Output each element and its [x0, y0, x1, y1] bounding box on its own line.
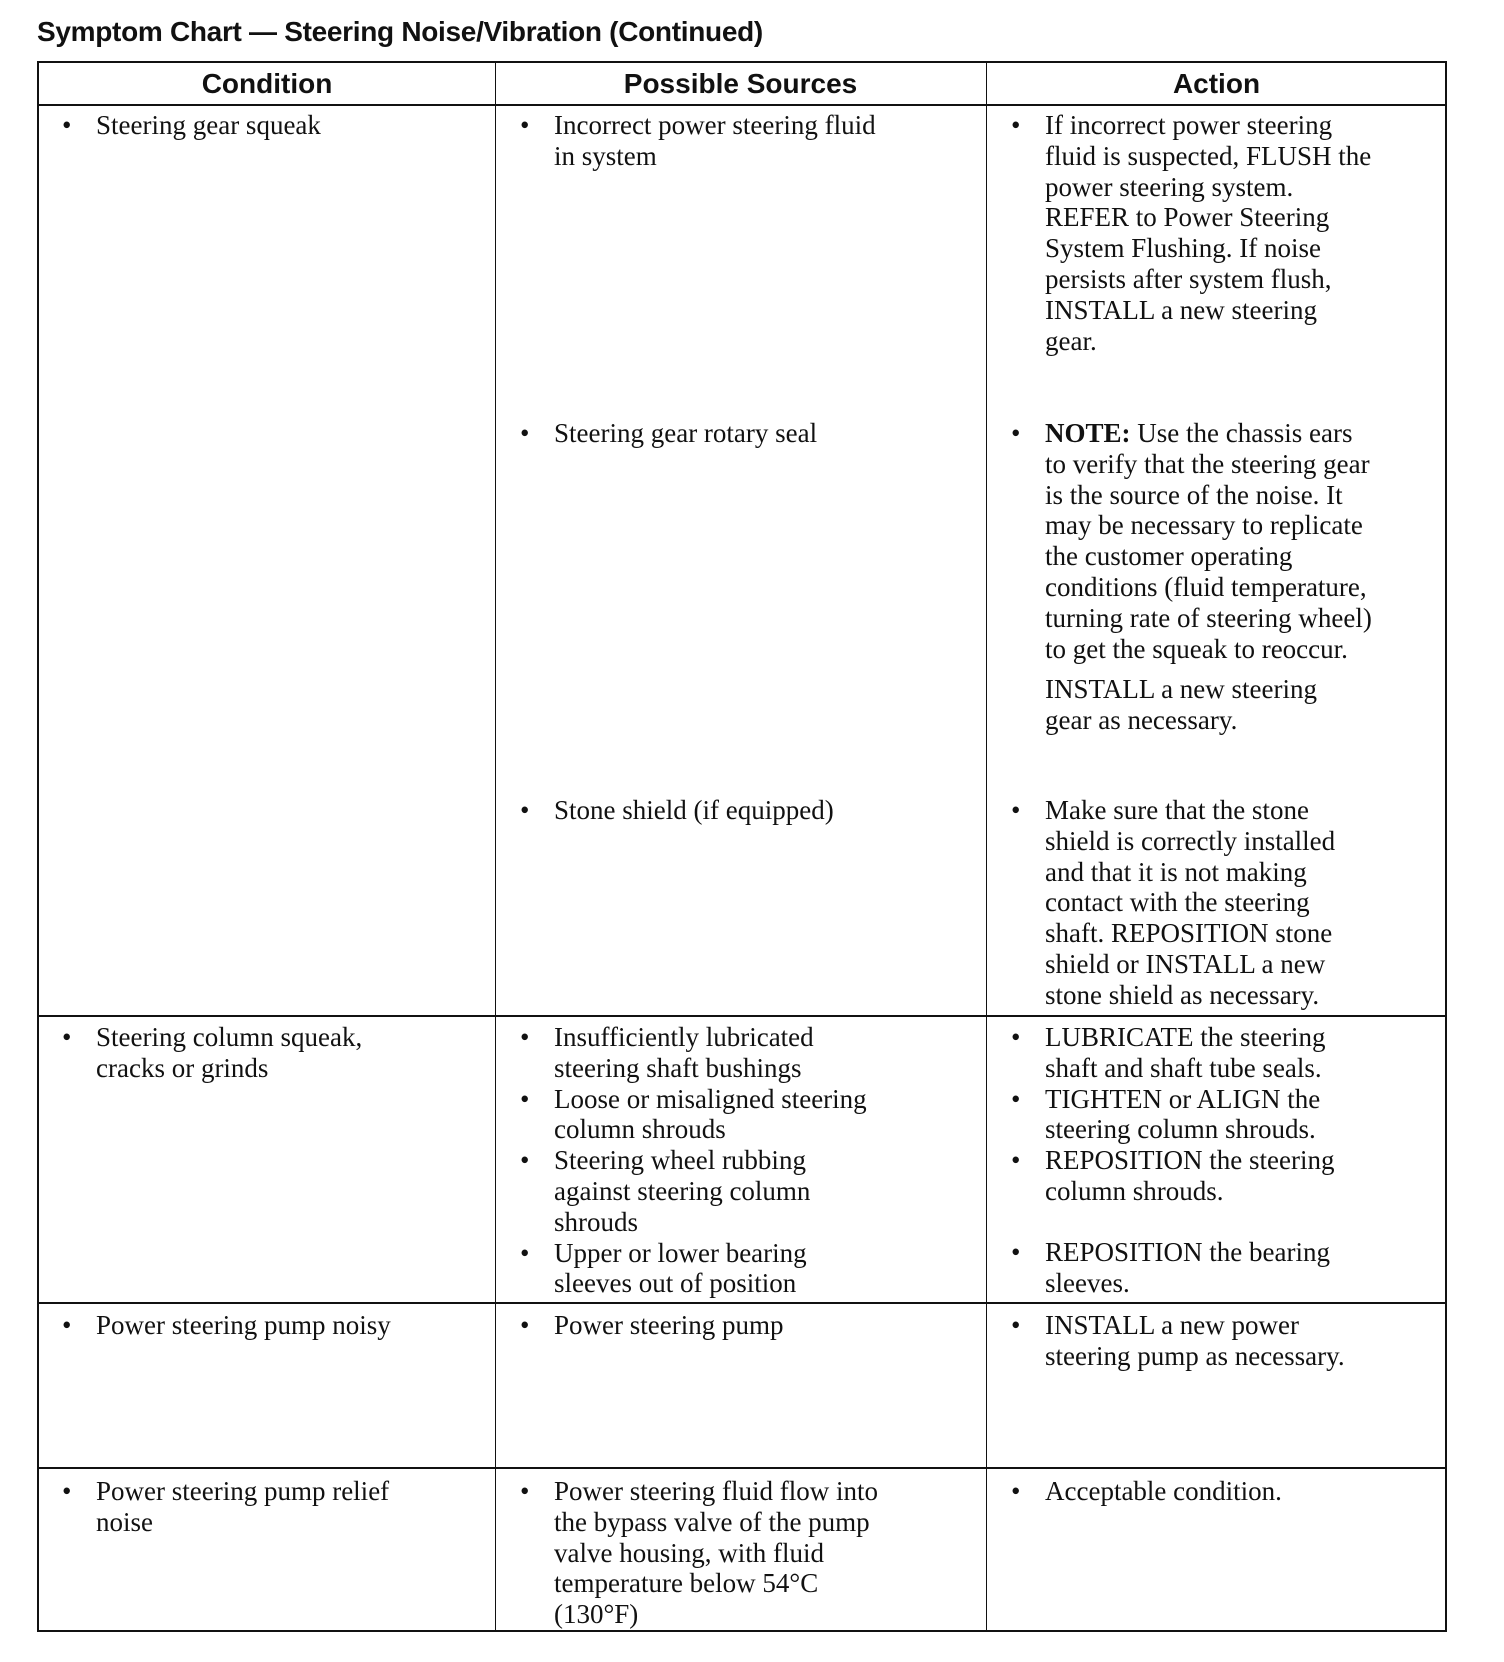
text-line: INSTALL a new steering	[1045, 294, 1318, 325]
bullet-icon: •	[1011, 1145, 1021, 1176]
action-cell	[1011, 418, 1372, 736]
bullet-icon: •	[1011, 418, 1021, 448]
condition-item	[62, 1310, 391, 1341]
condition-cell	[62, 110, 321, 141]
action-item	[1011, 1236, 1334, 1299]
bullet-icon: •	[520, 1022, 530, 1052]
text-line: Steering gear squeak	[96, 110, 321, 140]
text-line: in system	[554, 140, 657, 171]
action-item	[1011, 110, 1372, 356]
bullet-icon: •	[1011, 1310, 1021, 1340]
bullet-icon: •	[520, 110, 530, 140]
action-item	[1011, 795, 1336, 1011]
text-line: Steering column squeak,	[96, 1022, 363, 1052]
row-divider	[39, 1467, 1445, 1469]
text-line: REFER to Power Steering	[1045, 202, 1330, 233]
action-cell	[1011, 1022, 1335, 1298]
action-item	[1011, 1083, 1334, 1146]
bullet-icon: •	[62, 110, 72, 140]
text-line: REPOSITION the bearing	[1045, 1236, 1330, 1267]
bullet-icon: •	[1011, 795, 1021, 825]
bullet-icon: •	[520, 1237, 530, 1268]
text-line: Power steering pump relief	[96, 1476, 390, 1506]
action-cell	[1011, 1476, 1282, 1507]
text-line: Steering wheel rubbing	[554, 1145, 806, 1176]
text-line: NOTE: Use the chassis ears	[1045, 418, 1353, 448]
source-item	[520, 795, 834, 826]
action-cell	[1011, 110, 1372, 356]
header-condition: Condition	[201, 68, 333, 99]
text-line: LUBRICATE the steering	[1045, 1022, 1326, 1052]
action-item	[1011, 1145, 1335, 1207]
column-divider	[495, 63, 496, 1630]
text-line: persists after system flush,	[1045, 263, 1332, 294]
bullet-icon: •	[520, 1476, 530, 1506]
text-line: against steering column	[554, 1175, 811, 1206]
text-line: gear as necessary.	[1045, 705, 1238, 736]
source-item	[520, 1145, 867, 1237]
text-line: sleeves out of position	[554, 1268, 797, 1299]
text-line: Power steering pump	[554, 1310, 784, 1340]
text-line: If incorrect power steering	[1045, 110, 1333, 140]
page-title: Symptom Chart — Steering Noise/Vibration (Continued)	[37, 16, 763, 47]
action-item	[1011, 1310, 1345, 1372]
text-line: INSTALL a new power	[1045, 1310, 1300, 1340]
text-line: Power steering pump noisy	[96, 1310, 391, 1340]
text-line: temperature below 54°C	[554, 1568, 819, 1599]
text-line: to verify that the steering gear	[1045, 448, 1370, 479]
text-line: INSTALL a new steering	[1045, 674, 1318, 705]
text-line: Steering gear rotary seal	[554, 418, 818, 448]
action-item	[1011, 1022, 1334, 1084]
text-line: the customer operating	[1045, 541, 1293, 572]
text-line: valve housing, with fluid	[554, 1537, 824, 1568]
action-item	[1011, 1476, 1282, 1507]
text-line: Power steering fluid flow into	[554, 1476, 878, 1506]
condition-item	[62, 110, 321, 141]
bullet-icon: •	[1011, 1476, 1021, 1506]
text-line: sleeves.	[1045, 1267, 1130, 1298]
bullet-icon: •	[520, 1310, 530, 1340]
row-divider	[39, 1015, 1445, 1017]
text-line: shield or INSTALL a new	[1045, 948, 1326, 979]
source-cell	[520, 418, 818, 449]
action-item	[1011, 418, 1372, 664]
text-line: stone shield as necessary.	[1045, 979, 1320, 1010]
text-line: may be necessary to replicate	[1045, 510, 1363, 541]
text-line: steering column shrouds.	[1045, 1114, 1316, 1145]
source-cell	[520, 1310, 784, 1341]
condition-item	[62, 1022, 363, 1084]
text-line: shield is correctly installed	[1045, 825, 1336, 856]
text-line: noise	[96, 1506, 153, 1537]
source-item	[520, 418, 818, 449]
text-line: shrouds	[554, 1206, 639, 1237]
condition-cell	[62, 1476, 390, 1538]
note-label: NOTE:	[1045, 418, 1131, 448]
text-line: to get the squeak to reoccur.	[1045, 633, 1348, 664]
spacer	[1045, 1207, 1334, 1237]
text-line: Incorrect power steering fluid	[554, 110, 876, 140]
text-line: Upper or lower bearing	[554, 1237, 807, 1268]
text-line: power steering system.	[1045, 171, 1294, 202]
condition-cell	[62, 1310, 391, 1341]
bullet-icon: •	[62, 1310, 72, 1340]
text-line: Insufficiently lubricated	[554, 1022, 814, 1052]
text-line: Stone shield (if equipped)	[554, 795, 834, 825]
bullet-icon: •	[62, 1476, 72, 1506]
text-line: TIGHTEN or ALIGN the	[1045, 1083, 1321, 1114]
action-cell	[1011, 795, 1336, 1011]
text-line: shaft and shaft tube seals.	[1045, 1052, 1322, 1083]
source-cell	[520, 1476, 878, 1630]
text-line: System Flushing. If noise	[1045, 233, 1322, 264]
condition-cell	[62, 1022, 363, 1084]
symptom-chart-table	[37, 61, 1447, 1632]
text-line: turning rate of steering wheel)	[1045, 602, 1372, 633]
text-line: contact with the steering	[1045, 887, 1310, 918]
source-cell	[520, 795, 834, 826]
text-line: shaft. REPOSITION stone	[1045, 918, 1333, 949]
text-line: steering shaft bushings	[554, 1052, 802, 1083]
text-line: steering pump as necessary.	[1045, 1340, 1345, 1371]
text-line: (130°F)	[554, 1599, 639, 1630]
source-item	[520, 110, 876, 172]
row-divider	[39, 1302, 1445, 1304]
action-cell	[1011, 1310, 1345, 1372]
text-line: the bypass valve of the pump	[554, 1506, 870, 1537]
text-line: and that it is not making	[1045, 856, 1307, 887]
source-item	[520, 1022, 867, 1084]
source-item	[520, 1310, 784, 1341]
source-item	[520, 1083, 867, 1146]
bullet-icon: •	[520, 1083, 530, 1114]
bullet-icon: •	[520, 795, 530, 825]
text-line: is the source of the noise. It	[1045, 479, 1343, 510]
condition-item	[62, 1476, 390, 1538]
bullet-icon: •	[1011, 1083, 1021, 1114]
bullet-icon: •	[520, 1145, 530, 1176]
column-divider	[986, 63, 987, 1630]
bullet-icon: •	[62, 1022, 72, 1052]
source-item	[520, 1237, 867, 1300]
text-line: Acceptable condition.	[1045, 1476, 1282, 1506]
bullet-icon: •	[1011, 1022, 1021, 1052]
text-line: column shrouds	[554, 1114, 726, 1145]
source-cell	[520, 1022, 867, 1299]
text-line: Make sure that the stone	[1045, 795, 1309, 825]
text-line: REPOSITION the steering	[1045, 1145, 1335, 1176]
source-cell	[520, 110, 876, 172]
spacer	[1045, 664, 1372, 674]
text-line: fluid is suspected, FLUSH the	[1045, 140, 1372, 171]
text-line: Loose or misaligned steering	[554, 1083, 867, 1114]
header-possible-sources: Possible Sources	[623, 68, 858, 99]
text-line: conditions (fluid temperature,	[1045, 571, 1367, 602]
text-line: column shrouds.	[1045, 1175, 1224, 1206]
source-item	[520, 1476, 878, 1630]
header-action: Action	[1172, 68, 1261, 99]
text-line: gear.	[1045, 325, 1097, 356]
text-line: cracks or grinds	[96, 1052, 269, 1083]
bullet-icon: •	[520, 418, 530, 448]
bullet-icon: •	[1011, 1236, 1021, 1267]
bullet-icon: •	[1011, 110, 1021, 140]
